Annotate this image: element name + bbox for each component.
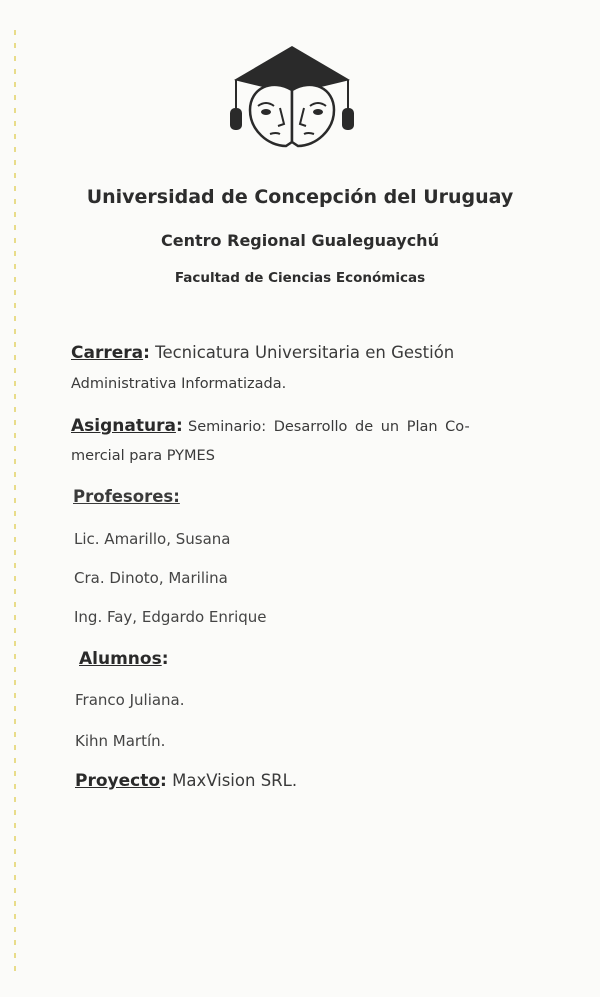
carrera-value-line2: Administrativa Informatizada. xyxy=(71,376,287,392)
regional-center: Centro Regional Gualeguaychú xyxy=(161,231,439,250)
alumno-item: Franco Juliana. xyxy=(75,691,185,709)
asignatura-value-line1: Seminario: Desarrollo de un Plan Co- xyxy=(188,419,470,435)
university-name: Universidad de Concepción del Uruguay xyxy=(86,186,514,208)
proyecto-value: MaxVision SRL. xyxy=(172,771,298,790)
faculty-name: Facultad de Ciencias Económicas xyxy=(174,270,426,286)
profesor-item: Lic. Amarillo, Susana xyxy=(74,530,231,548)
asignatura-value-line2: mercial para PYMES xyxy=(71,448,215,464)
alumnos-line: Alumnos: xyxy=(79,649,169,669)
profesores-label: Profesores: xyxy=(73,487,180,506)
alumnos-label: Alumnos xyxy=(79,649,162,669)
profesor-item: Ing. Fay, Edgardo Enrique xyxy=(74,608,267,626)
carrera-line: Carrera: Tecnicatura Universitaria en Gestión xyxy=(71,343,455,363)
alumno-item: Kihn Martín. xyxy=(75,732,166,750)
bleed-through-mark xyxy=(290,545,304,596)
carrera-label: Carrera xyxy=(71,343,144,363)
carrera-value-line1: Tecnicatura Universitaria en Gestión xyxy=(155,343,455,362)
asignatura-label: Asignatura xyxy=(71,416,176,436)
proyecto-line: Proyecto: MaxVision SRL. xyxy=(75,771,298,791)
university-logo-icon xyxy=(222,42,362,154)
proyecto-label: Proyecto xyxy=(75,771,161,791)
perforation-edge xyxy=(14,30,20,977)
asignatura-line: Asignatura: Seminario: Desarrollo de un Plan Co- xyxy=(71,416,470,436)
profesor-item: Cra. Dinoto, Marilina xyxy=(74,569,228,587)
